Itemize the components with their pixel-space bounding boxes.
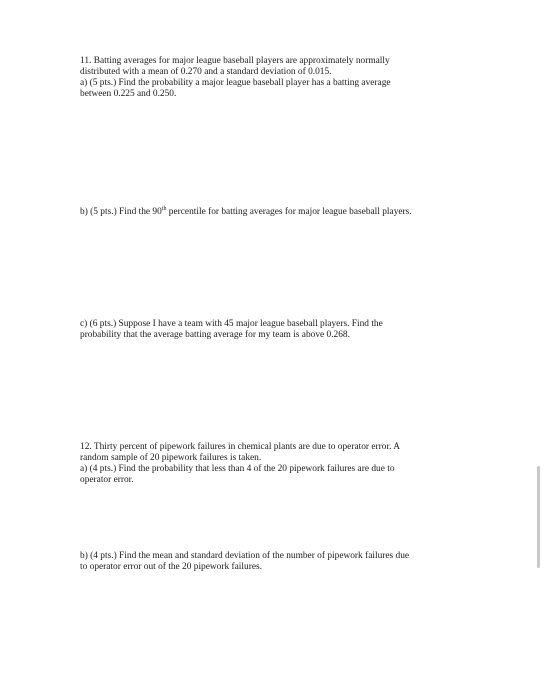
q11-part-c-line-1: c) (6 pts.) Suppose I have a team with 45 major league baseball players. Find the: [80, 319, 383, 329]
vertical-scrollbar[interactable]: [537, 466, 540, 568]
q11-part-c-line-2: probability that the average batting average for my team is above 0.268.: [80, 330, 350, 340]
q11-part-b-before: b) (5 pts.) Find the 90: [80, 207, 162, 217]
q12-part-b-line-2: to operator error out of the 20 pipework failures.: [80, 562, 262, 572]
q11-part-b-sup: th: [161, 205, 167, 212]
q12-part-a-line-2: operator error.: [80, 475, 134, 485]
q12-part-b-line-1: b) (4 pts.) Find the mean and standard deviation of the number of pipework failures due: [80, 551, 410, 561]
q11-part-b-after: percentile for batting averages for major league baseball players.: [166, 207, 412, 217]
question-12: [80, 442, 480, 486]
question-11-part-c: [80, 319, 480, 341]
question-12-part-b: [80, 551, 480, 573]
q11-stem-line-2: distributed with a mean of 0.270 and a standard deviation of 0.015.: [80, 67, 332, 77]
question-11-part-b: [80, 207, 480, 218]
q11-stem-line-1: 11. Batting averages for major league baseball players are approximately normally: [80, 56, 390, 66]
q11-part-a-line-2: between 0.225 and 0.250.: [80, 89, 177, 99]
q12-stem-line-1: 12. Thirty percent of pipework failures in chemical plants are due to operator error. A: [80, 442, 401, 452]
q11-part-b-line: [80, 207, 480, 218]
question-11: [80, 56, 480, 100]
q11-part-a-line-1: a) (5 pts.) Find the probability a major league baseball player has a batting average: [80, 78, 391, 88]
q12-stem-line-2: random sample of 20 pipework failures is taken.: [80, 453, 262, 463]
q12-part-a-line-1: a) (4 pts.) Find the probability that less than 4 of the 20 pipework failures are due to: [80, 464, 395, 474]
